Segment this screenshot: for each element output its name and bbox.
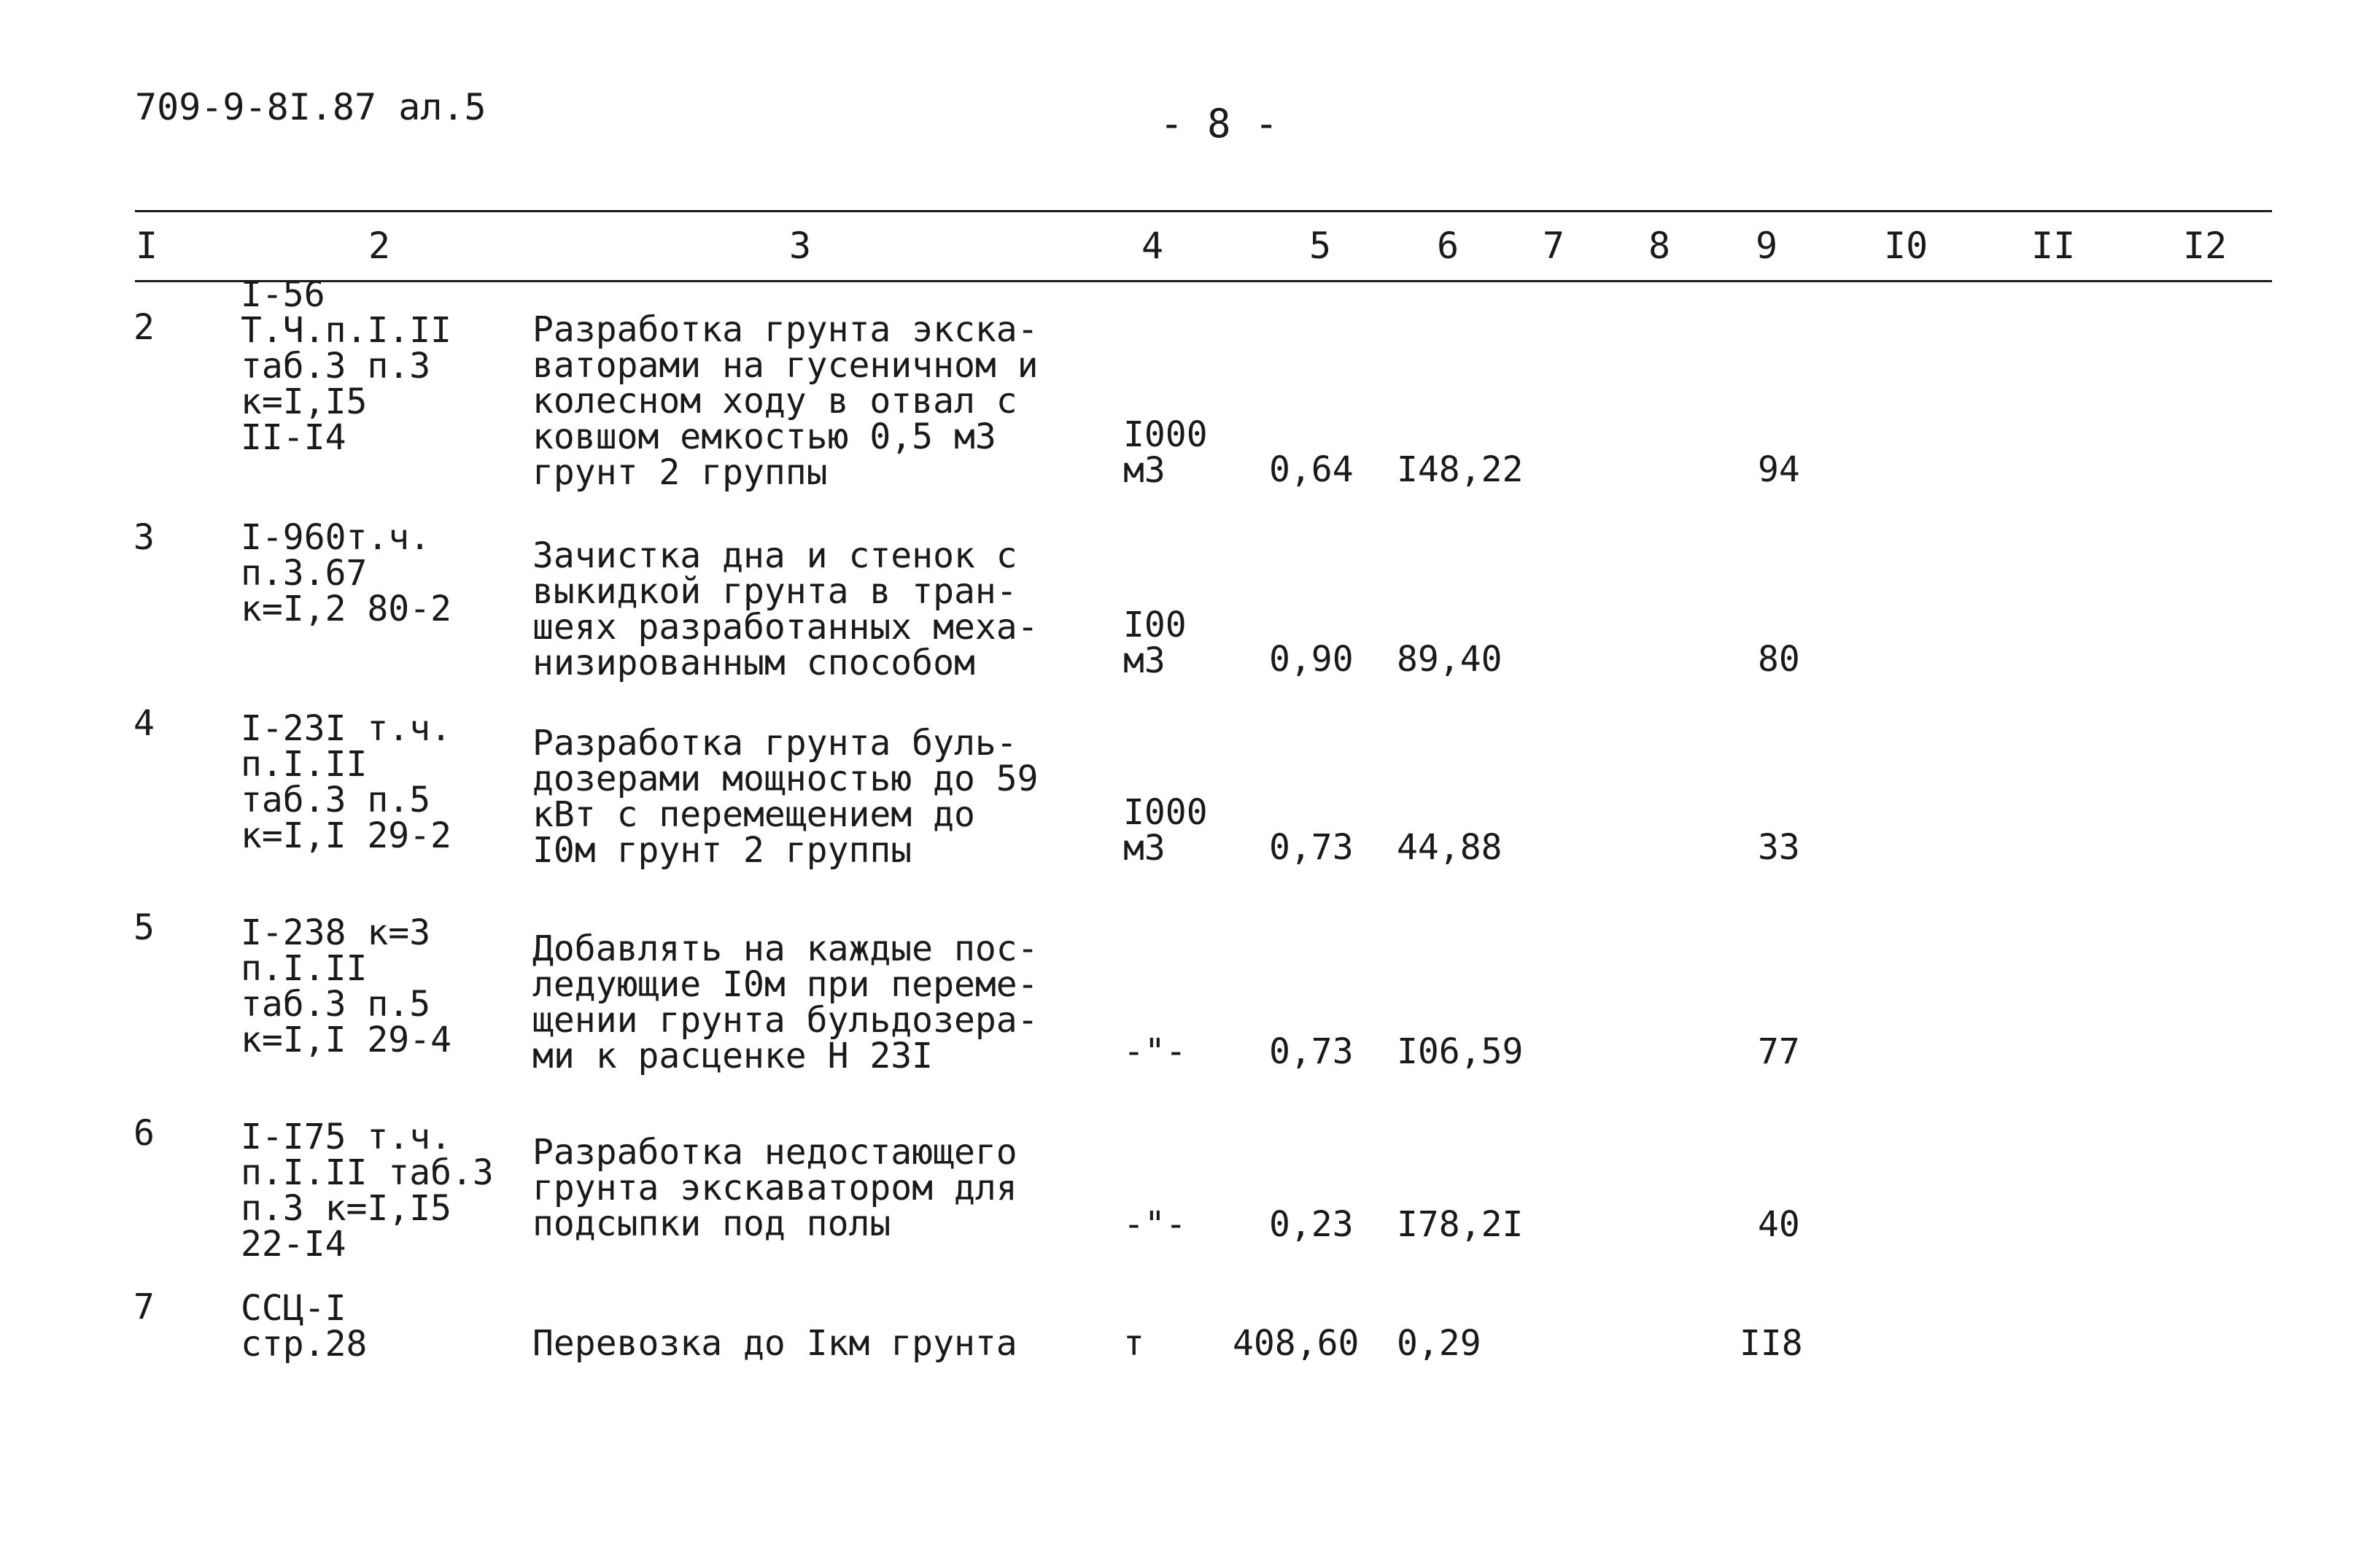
- work-description: Разработка грунта экска- ваторами на гусеничном и колесном ходу в отвал с ковшом емкостью 0,5 м3 грунт 2 группы: [532, 309, 1039, 493]
- quantity: 0,73: [1269, 1031, 1354, 1072]
- table-top-rule: [135, 210, 2272, 212]
- quantity: 0,23: [1269, 1204, 1354, 1245]
- unit-of-measure: I000 м3: [1123, 792, 1208, 869]
- norm-reference: I-960т.ч. п.3.67 к=I,2 80-2: [241, 517, 451, 629]
- col-num-4: 4: [1141, 225, 1164, 267]
- work-description: Разработка недостающего грунта экскаватором для подсыпки под полы: [532, 1132, 1017, 1244]
- work-description: Добавлять на каждые пос- ледующие I0м при переме- щении грунта бульдозера- ми к расценке Н 23I: [532, 928, 1039, 1076]
- row-number: 4: [133, 703, 155, 744]
- total-cost: 33: [1758, 827, 1800, 868]
- row-number: 7: [133, 1286, 155, 1327]
- unit-price: I78,2I: [1397, 1204, 1524, 1245]
- col-num-2: 2: [368, 225, 391, 267]
- col-num-1: I: [136, 225, 158, 267]
- quantity: 408,60: [1233, 1323, 1360, 1364]
- quantity: 0,64: [1269, 449, 1354, 490]
- col-num-6: 6: [1437, 225, 1459, 267]
- norm-reference: ССЦ-I стр.28: [241, 1288, 368, 1365]
- unit-price: I48,22: [1397, 449, 1524, 490]
- row-number: 2: [133, 307, 155, 348]
- unit-of-measure: -"-: [1123, 1031, 1187, 1072]
- col-num-10: I0: [1884, 225, 1928, 267]
- col-num-5: 5: [1309, 225, 1332, 267]
- col-num-11: II: [2031, 225, 2076, 267]
- unit-of-measure: I000 м3: [1123, 414, 1208, 491]
- total-cost: 94: [1758, 449, 1800, 490]
- total-cost: 40: [1758, 1204, 1800, 1245]
- norm-reference: I-23I т.ч. п.I.II таб.3 п.5 к=I,I 29-2: [241, 708, 451, 856]
- quantity: 0,90: [1269, 639, 1354, 680]
- unit-of-measure: т: [1123, 1323, 1144, 1364]
- work-description: Разработка грунта буль- дозерами мощностью до 59 кВт с перемещением до I0м грунт 2 группы: [532, 723, 1039, 871]
- norm-reference: I-56 Т.Ч.п.I.II таб.3 п.3 к=I,I5 II-I4: [241, 274, 451, 458]
- total-cost: II8: [1740, 1323, 1803, 1364]
- total-cost: 80: [1758, 639, 1800, 680]
- col-num-12: I2: [2183, 225, 2228, 267]
- unit-of-measure: I00 м3: [1123, 605, 1187, 681]
- unit-price: 44,88: [1397, 827, 1503, 868]
- norm-reference: I-238 к=3 п.I.II таб.3 п.5 к=I,I 29-4: [241, 912, 451, 1060]
- row-number: 6: [133, 1113, 155, 1154]
- col-num-8: 8: [1648, 225, 1671, 267]
- work-description: Зачистка дна и стенок с выкидкой грунта в тран- шеях разработанных меха- низированным способом: [532, 535, 1039, 683]
- row-number: 3: [133, 517, 155, 558]
- unit-price: 0,29: [1397, 1323, 1481, 1364]
- table-header-rule: [135, 280, 2272, 282]
- row-number: 5: [133, 907, 155, 948]
- work-description: Перевозка до Iкм грунта: [532, 1323, 1017, 1364]
- norm-reference: I-I75 т.ч. п.I.II таб.3 п.3 к=I,I5 22-I4: [241, 1117, 494, 1265]
- col-num-3: 3: [789, 225, 812, 267]
- total-cost: 77: [1758, 1031, 1800, 1072]
- col-num-7: 7: [1543, 225, 1565, 267]
- document-code: 709-9-8I.87 ал.5: [135, 86, 486, 128]
- quantity: 0,73: [1269, 827, 1354, 868]
- unit-price: I06,59: [1397, 1031, 1524, 1072]
- unit-price: 89,40: [1397, 639, 1503, 680]
- unit-of-measure: -"-: [1123, 1204, 1187, 1245]
- col-num-9: 9: [1756, 225, 1778, 267]
- page-number: - 8 -: [1160, 101, 1279, 147]
